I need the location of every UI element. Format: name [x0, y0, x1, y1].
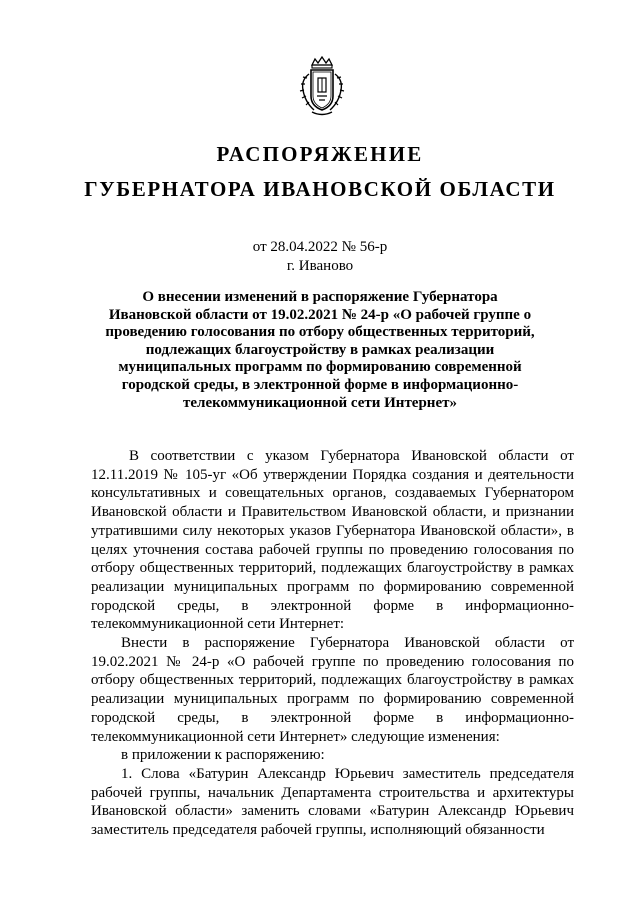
paragraph-annex: в приложении к распоряжению:: [121, 747, 325, 764]
document-body: [91, 447, 574, 840]
paragraph-preamble: В соответствии с указом Губернатора Ивановской области от 12.11.2019 № 105-уг «Об утверждении Порядка создания и деятельности консультативных и совещательных органов, создаваемых Губернатором Ивановской области и Правительством Ивановской области, и признании утратившими силу некоторых указов Губернатора Ивановской области», в целях уточнения состава рабочей группы по проведению голосования по отбору общественных территорий, подлежащих благоустройству в рамках реализации муниципальных программ по формированию современной городской среды, в электронной форме в информационно-телекоммуникационной сети Интернет:: [91, 448, 574, 633]
document-meta: [0, 238, 640, 276]
city: г. Иваново: [286, 258, 354, 274]
paragraph-item-1: 1. Слова «Батурин Александр Юрьевич заместитель председателя рабочей группы, начальник Департамента строительства и архитектуры Ивановской области» заменить словами «Батурин Александр Юрьевич заместитель председателя рабочей группы, исполняющий обязанности: [91, 765, 574, 839]
coat-of-arms-icon: [298, 56, 346, 118]
date-number: от 28.04.2022 № 56-р: [252, 239, 388, 255]
document-type-heading: РАСПОРЯЖЕНИЕ: [216, 142, 424, 166]
paragraph-amend: Внести в распоряжение Губернатора Ивановской области от 19.02.2021 № 24-р «О рабочей группе по проведению голосования по отбору общественных территорий, подлежащих благоустройству в рамках реализации муниципальных программ по формированию современной городской среды, в электронной форме в информационно-телекоммуникационной сети Интернет» следующие изменения:: [91, 635, 574, 745]
document-title: О внесении изменений в распоряжение Губернатора Ивановской области от 19.02.2021 № 24-р «О рабочей группе о проведению голосования по отбору общественных территорий, подлежащих благоустройству в рамках реализации муниципальных программ по формированию современной городской среды, в электронной форме в информационно-телекоммуникационной сети Интернет»: [105, 289, 535, 411]
issuer-heading: ГУБЕРНАТОРА ИВАНОВСКОЙ ОБЛАСТИ: [84, 177, 556, 201]
